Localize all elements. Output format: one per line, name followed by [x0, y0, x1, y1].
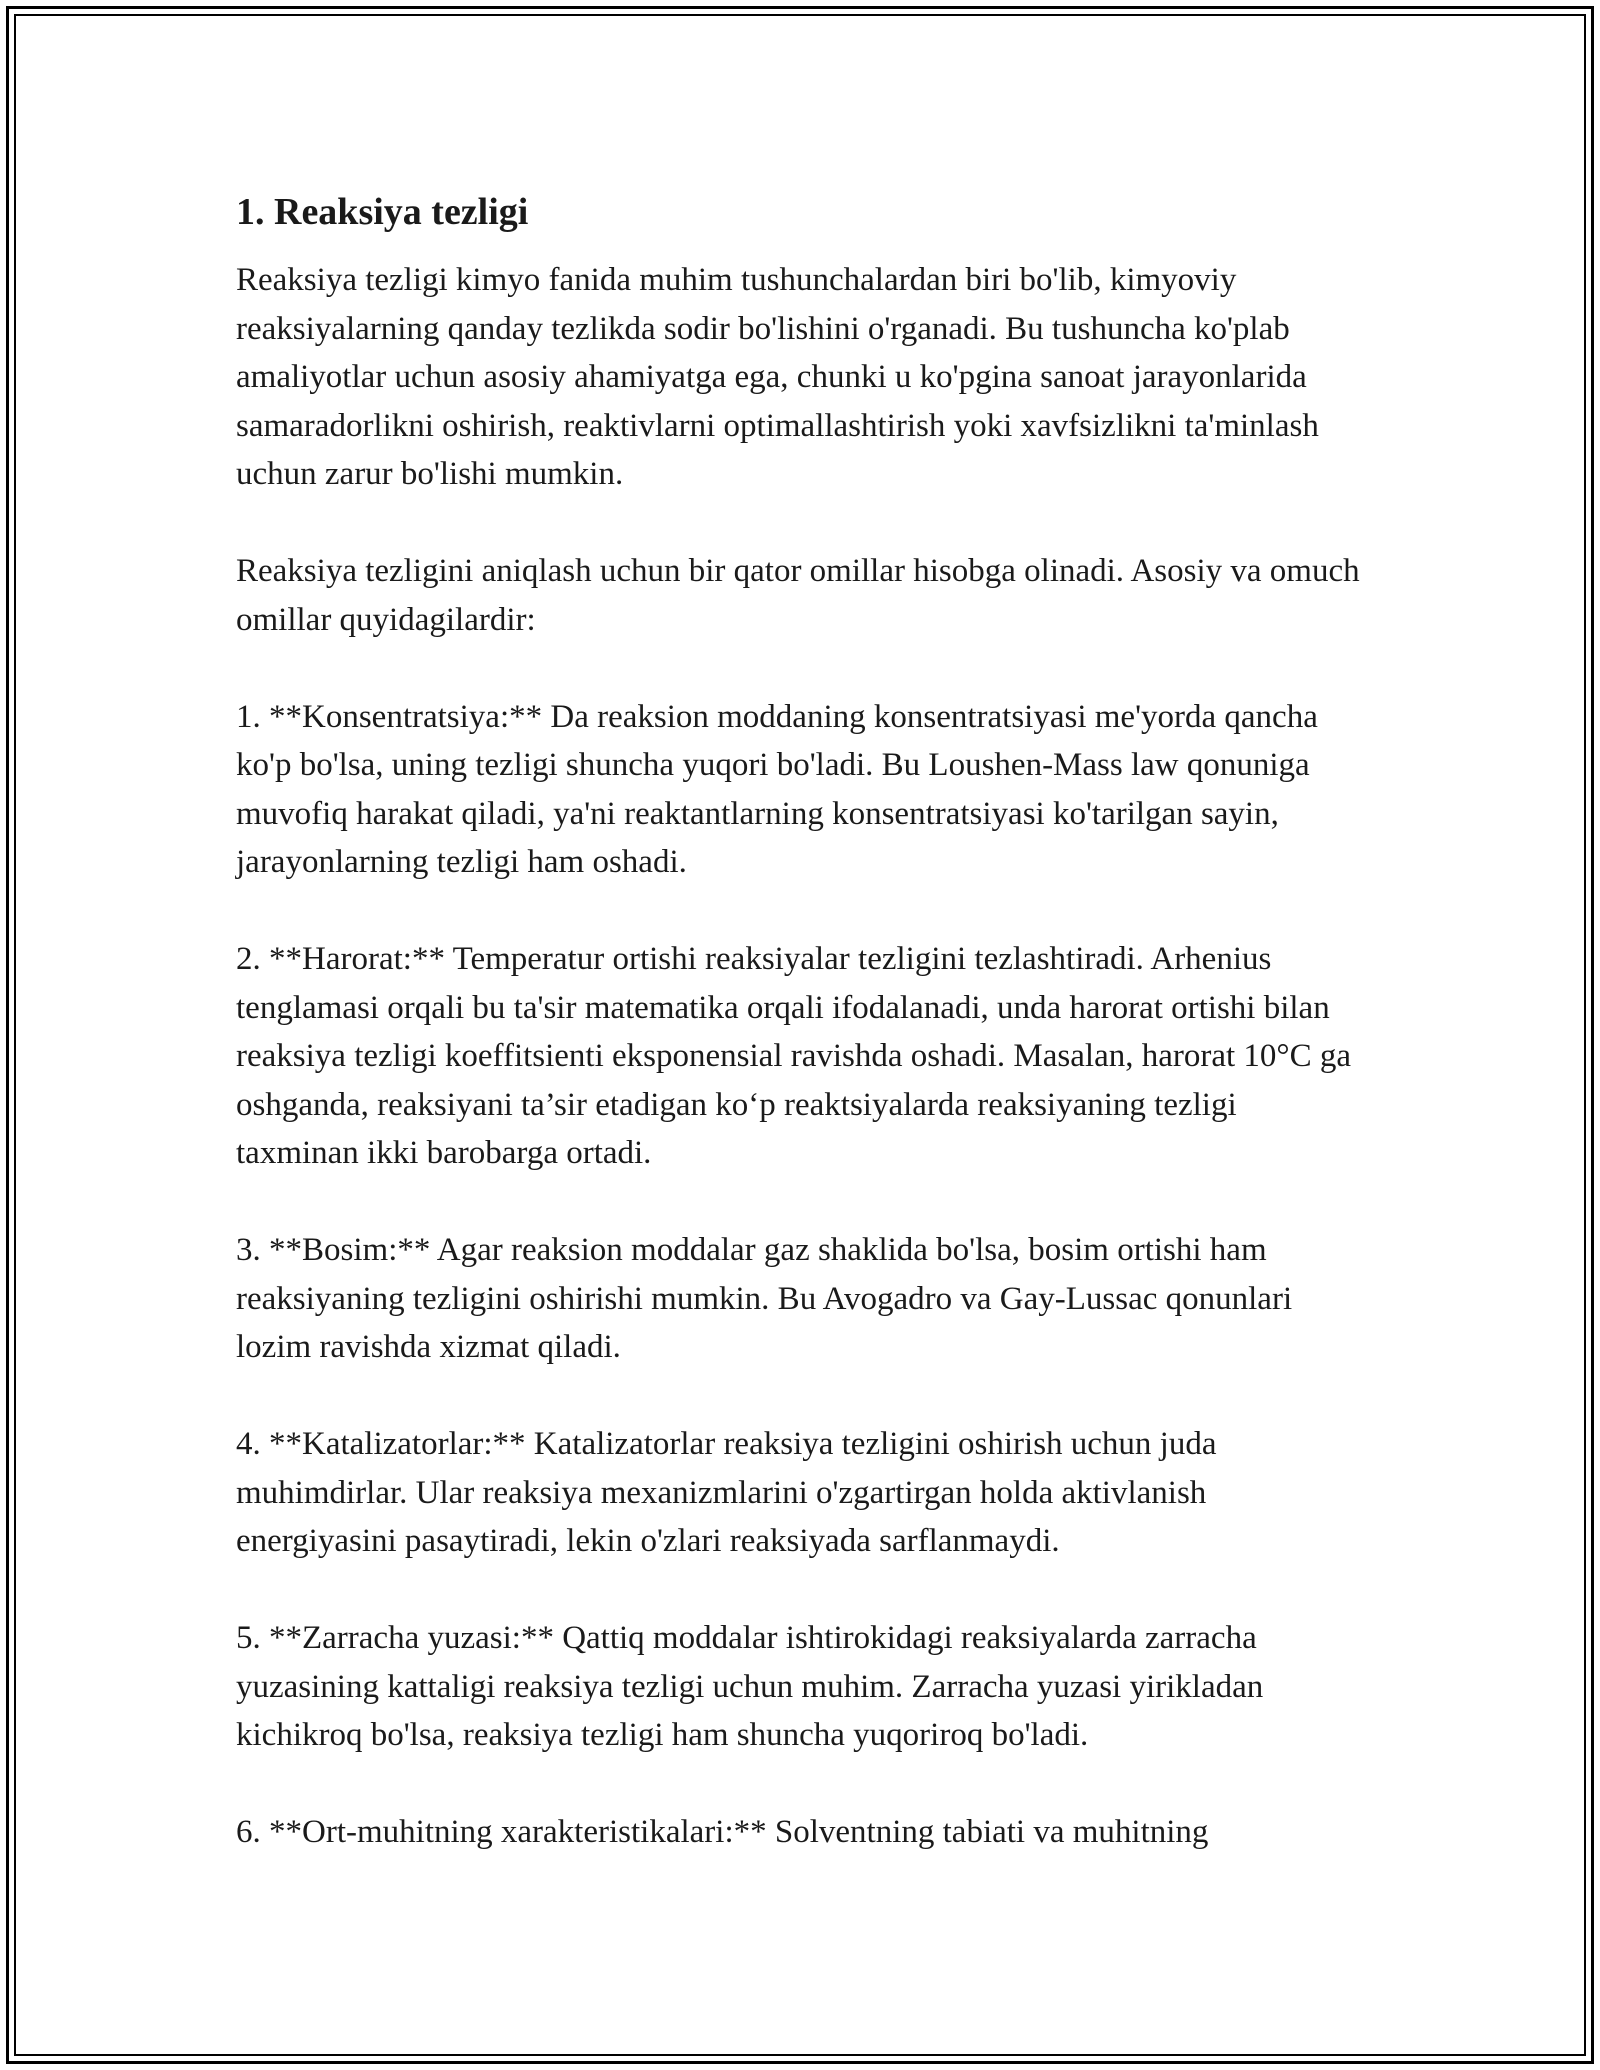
factor-surface-area-paragraph: 5. **Zarracha yuzasi:** Qattiq moddalar ishtirokidagi reaksiyalarda zarracha yuzasining kattaligi reaksiya tezligi uchun muhim. Zarracha yuzasi yirikladan kichikroq bo'lsa, reaksiya tezligi ham shuncha yuqoriroq bo'ladi.: [236, 1620, 1264, 1753]
factor-catalysts-paragraph: 4. **Katalizatorlar:** Katalizatorlar reaksiya tezligini oshirish uchun juda muhimdirlar. Ular reaksiya mexanizmlarini o'zgartirgan holda aktivlanish energiyasini pasaytiradi, lekin o'zlari reaksiyada sarflanmaydi.: [236, 1426, 1217, 1559]
factors-intro-paragraph: Reaksiya tezligini aniqlash uchun bir qator omillar hisobga olinadi. Asosiy va omuch omillar quyidagilardir:: [236, 553, 1360, 638]
factor-temperature-paragraph: 2. **Harorat:** Temperatur ortishi reaksiyalar tezligini tezlashtiradi. Arhenius tenglamasi orqali bu ta'sir matematika orqali ifodalanadi, unda harorat ortishi bilan reaksiya tezligi koeffitsienti eksponensial ravishda oshadi. Masalan, harorat 10°C ga oshganda, reaksiyani ta’sir etadigan ko‘p reaktsiyalarda reaksiyaning tezligi taxminan ikki barobarga ortadi.: [236, 941, 1352, 1171]
document-body: [236, 186, 1360, 1905]
intro-paragraph: Reaksiya tezligi kimyo fanida muhim tushunchalardan biri bo'lib, kimyoviy reaksiyalarning qanday tezlikda sodir bo'lishini o'rganadi. Bu tushuncha ko'plab amaliyotlar uchun asosiy ahamiyatga ega, chunki u ko'pgina sanoat jarayonlarida samaradorlikni oshirish, reaktivlarni optimallashtirish yoki xavfsizlikni ta'minlash uchun zarur bo'lishi mumkin.: [236, 262, 1319, 492]
section-title: 1. Reaksiya tezligi: [236, 191, 529, 233]
factor-concentration-paragraph: 1. **Konsentratsiya:** Da reaksion moddaning konsentratsiyasi me'yorda qancha ko'p bo'lsa, uning tezligi shuncha yuqori bo'ladi. Bu Loushen-Mass law qonuniga muvofiq harakat qiladi, ya'ni reaktantlarning konsentratsiyasi ko'tarilgan sayin, jarayonlarning tezligi ham oshadi.: [236, 698, 1318, 880]
factor-pressure-paragraph: 3. **Bosim:** Agar reaksion moddalar gaz shaklida bo'lsa, bosim ortishi ham reaksiyaning tezligini oshirishi mumkin. Bu Avogadro va Gay-Lussac qonunlari lozim ravishda xizmat qiladi.: [236, 1232, 1293, 1365]
factor-environment-paragraph: 6. **Ort-muhitning xarakteristikalari:** Solventning tabiati va muhitning: [236, 1814, 1209, 1850]
